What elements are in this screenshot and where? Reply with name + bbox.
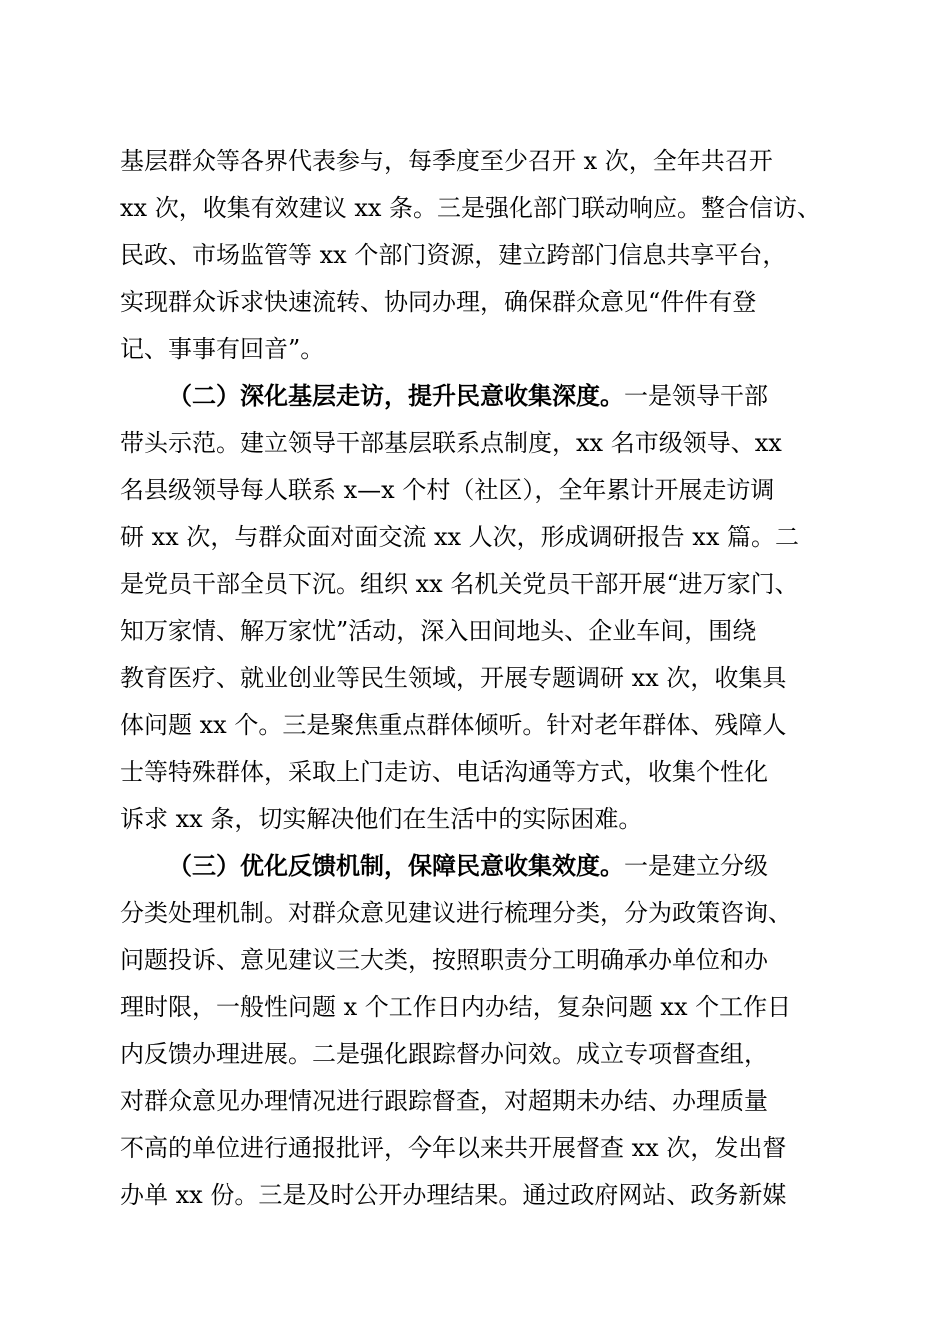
- paragraph-line: 基层群众等各界代表参与，每季度至少召开 x 次，全年共召开: [120, 147, 773, 175]
- paragraph-line: 民政、市场监管等 xx 个部门资源，建立跨部门信息共享平台，: [120, 241, 787, 269]
- paragraph-line: 内反馈办理进展。二是强化跟踪督办问效。成立专项督查组，: [120, 1040, 768, 1068]
- paragraph-line: 办单 xx 份。三是及时公开办理结果。通过政府网站、政务新媒: [120, 1181, 787, 1209]
- paragraph-line: 教育医疗、就业创业等民生领域，开展专题调研 xx 次，收集具: [120, 664, 787, 692]
- section-two-heading: （二）深化基层走访，提升民意收集深度。: [168, 382, 624, 410]
- section-three-lead: 一是建立分级: [624, 852, 768, 880]
- paragraph-line: 带头示范。建立领导干部基层联系点制度，xx 名市级领导、xx: [120, 429, 782, 457]
- section-three-heading: （三）优化反馈机制，保障民意收集效度。: [168, 852, 624, 880]
- paragraph-line: 实现群众诉求快速流转、协同办理，确保群众意见“件件有登: [120, 288, 757, 316]
- paragraph-line: 诉求 xx 条，切实解决他们在生活中的实际困难。: [120, 805, 643, 833]
- paragraph-line: 知万家情、解万家忧”活动，深入田间地头、企业车间，围绕: [120, 617, 757, 645]
- section-two-first-line: [168, 381, 768, 411]
- paragraph-line: 问题投诉、意见建议三大类，按照职责分工明确承办单位和办: [120, 946, 768, 974]
- paragraph-line: 理时限，一般性问题 x 个工作日内办结，复杂问题 xx 个工作日: [120, 993, 792, 1021]
- paragraph-line: 体问题 xx 个。三是聚焦重点群体倾听。针对老年群体、残障人: [120, 711, 787, 739]
- paragraph-line: 记、事事有回音”。: [120, 335, 325, 363]
- paragraph-line: 研 xx 次，与群众面对面交流 xx 人次，形成调研报告 xx 篇。二: [120, 523, 799, 551]
- paragraph-line: 名县级领导每人联系 x—x 个村（社区），全年累计开展走访调: [120, 476, 775, 504]
- paragraph-line: 是党员干部全员下沉。组织 xx 名机关党员干部开展“进万家门、: [120, 570, 799, 598]
- paragraph-line: 不高的单位进行通报批评，今年以来共开展督查 xx 次，发出督: [120, 1134, 787, 1162]
- section-two-lead: 一是领导干部: [624, 382, 768, 410]
- paragraph-line: xx 次，收集有效建议 xx 条。三是强化部门联动响应。整合信访、: [120, 194, 822, 222]
- paragraph-line: 对群众意见办理情况进行跟踪督查，对超期未办结、办理质量: [120, 1087, 768, 1115]
- paragraph-line: 士等特殊群体，采取上门走访、电话沟通等方式，收集个性化: [120, 758, 768, 786]
- paragraph-line: 分类处理机制。对群众意见建议进行梳理分类，分为政策咨询、: [120, 899, 792, 927]
- section-three-first-line: [168, 851, 768, 881]
